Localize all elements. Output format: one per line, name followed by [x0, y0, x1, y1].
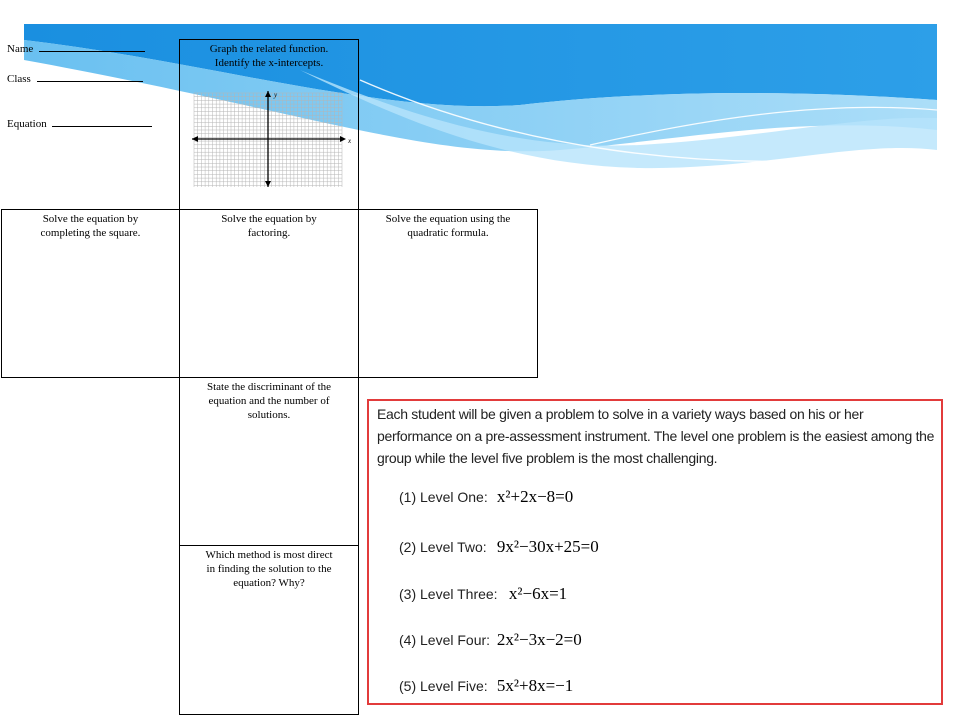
discriminant-line2: equation and the number of	[208, 395, 330, 407]
y-axis-arrow-down	[265, 181, 271, 187]
class-label: Class	[7, 73, 31, 85]
x-axis-label: x	[348, 137, 352, 145]
level-three-equation: x²−6x=1	[508, 584, 568, 603]
levels-info-box	[367, 399, 943, 705]
class-field[interactable]	[7, 71, 143, 85]
level-five-equation: 5x²+8x=−1	[496, 676, 574, 695]
graph-instruction-line1: Graph the related function.	[209, 43, 329, 55]
method-line2: in finding the solution to the	[206, 563, 332, 575]
method-line1: Which method is most direct	[205, 549, 333, 561]
quadratic-formula-line2: quadratic formula.	[407, 227, 489, 239]
quadratic-formula-cell	[358, 209, 538, 378]
discriminant-line1: State the discriminant of the	[206, 381, 332, 393]
level-five-label: (5) Level Five:	[399, 678, 488, 694]
wave-banner	[0, 0, 960, 190]
quadratic-formula-line1: Solve the equation using the	[385, 213, 511, 225]
graph-instruction-line2: Identify the x-intercepts.	[214, 57, 324, 69]
name-field[interactable]	[7, 41, 145, 55]
level-two-equation: 9x²−30x+25=0	[496, 537, 599, 556]
completing-square-line1: Solve the equation by	[42, 213, 139, 225]
factoring-cell	[179, 209, 359, 378]
level-three-label: (3) Level Three:	[399, 586, 498, 602]
level-four-label: (4) Level Four:	[399, 632, 491, 648]
equation-label: Equation	[7, 118, 47, 130]
completing-square-cell	[1, 209, 180, 378]
method-cell	[179, 545, 359, 715]
y-axis-arrow-up	[265, 91, 271, 97]
factoring-line1: Solve the equation by	[221, 213, 317, 225]
level-one-item	[399, 487, 573, 507]
name-blank[interactable]	[39, 41, 145, 52]
factoring-line2: factoring.	[247, 227, 291, 239]
level-four-equation: 2x²−3x−2=0	[496, 630, 582, 649]
name-label: Name	[7, 43, 34, 55]
method-line3: equation? Why?	[233, 577, 305, 589]
level-one-equation: x²+2x−8=0	[496, 487, 574, 506]
class-blank[interactable]	[37, 71, 143, 82]
discriminant-cell	[179, 377, 359, 546]
y-axis-label: y	[274, 91, 278, 99]
level-three-item	[399, 584, 567, 604]
levels-description: Each student will be given a problem to solve in a variety ways based on his or her performance on a pre-assessment instrument. The level one problem is the easiest among the group while the level five problem is the most challenging.	[377, 406, 935, 466]
equation-field[interactable]	[7, 116, 152, 130]
discriminant-line3: solutions.	[247, 409, 291, 421]
level-two-label: (2) Level Two:	[399, 539, 487, 555]
level-two-item	[399, 537, 599, 557]
x-axis-arrow-right	[340, 136, 346, 142]
equation-blank[interactable]	[52, 116, 152, 127]
level-five-item	[399, 676, 573, 696]
level-four-item	[399, 630, 582, 650]
level-one-label: (1) Level One:	[399, 489, 488, 505]
completing-square-line2: completing the square.	[40, 227, 141, 239]
coordinate-grid[interactable]	[190, 87, 360, 193]
